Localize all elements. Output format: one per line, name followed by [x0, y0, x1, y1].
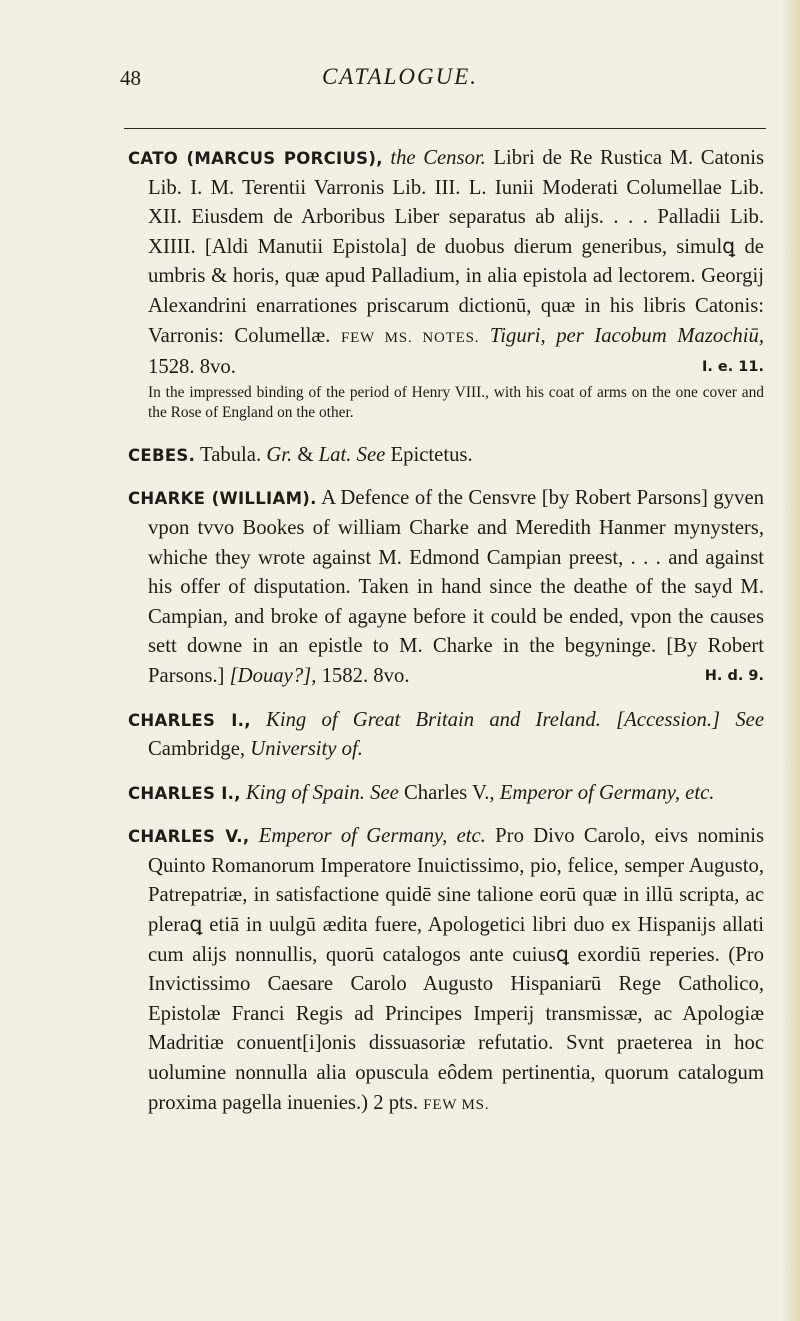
imprint-date-format: 1528. 8vo. — [148, 356, 236, 379]
ms-notes: FEW MS. — [423, 1096, 490, 1113]
entry-cato — [128, 144, 764, 383]
entry-body: Tabula. — [200, 443, 262, 466]
binding-note: In the impressed binding of the period of Henry VIII., with his coat of arms on the one cover and the Rose of England on the other. — [148, 383, 764, 421]
entry-charles-i-britain — [128, 706, 764, 765]
entry-body: A Defence of the Censvre [by Robert Parsons] gyven vpon tvvo Bookes of william Charke and Meredith Hanmer mynysters, whiche they wrote against M. Edmond Campian preest, . . . and against his offer of disputation. Taken in hand since the deathe of the sayd M. Campian, and broke of agayne before it could be ended, vpon the causes sett downe in an epistle to M. Charke in the begyninge. [By Robert Parsons.] — [148, 487, 764, 687]
entry-heading: CHARKE (WILLIAM). — [128, 489, 317, 509]
entry-title: King of Great Britain and Ireland. — [266, 708, 601, 731]
shelfmark: I. e. 11. — [701, 359, 764, 376]
entry-body: Pro Divo Carolo, eivs nominis Quinto Romanorum Imperatore Inuictissimo, pio, felice, semper Augusto, Patrepatriæ, in satisfactione quidē sine talione eorū quæ in illū scripta, ac pleraꝗ etiā in uulgū ædita fuere, Apologetici libri duo ex Hispanijs allati cum alijs nonnullis, quorū catalogos ante cuiusꝗ exordiū reperies. (Pro Invictissimo Caesare Carolo Augusto Hispaniarū Rege Catholico, Epistolæ Franci Regis ad Principes Imperij transmissæ, ac Apologiæ Madritiæ conuent[i]onis dissuasoriæ refutatio. Svnt praeterea in hoc uolumine nonnulla alia opuscula eôdem pertinentia, quorum catalogum proxima pagella inuenies.) 2 pts. — [148, 825, 764, 1114]
entry-title: King of Spain. — [245, 781, 365, 804]
entry-heading: CHARLES I., — [128, 783, 241, 803]
entry-heading: CHARLES V., — [128, 827, 250, 847]
entry-heading: CATO (MARCUS PORCIUS), — [128, 149, 383, 168]
entry-charles-i-spain — [128, 779, 764, 809]
catalogue-entries — [128, 144, 764, 1120]
entry-heading-italic: the Censor. — [390, 147, 486, 169]
see-label: See — [370, 781, 399, 804]
entry-heading: CEBES. — [128, 445, 196, 465]
entry-ampersand: & — [297, 443, 314, 466]
entry-title: Emperor of Germany, etc. — [258, 825, 486, 848]
see-label: See — [735, 708, 765, 731]
entry-body: Libri de Re Rustica M. Catonis Lib. I. M. Terentii Varronis Lib. III. L. Iunii Moderati Columellae Lib. XII. Eiusdem de Arboribus Liber separatus ab alijs. . . . Palladii Lib. XIIII. [Aldi Manutii Epistola] de duobus dierum generibus, simulꝗ de umbris & horis, quæ apud Palladium, in alia epistola ad lectorem. Georgij Alexandrini enarrationes priscarum dictionū, quæ in his libris Catonis: Varronis: Columellæ. — [148, 147, 764, 347]
page-edge-shading — [782, 0, 800, 1321]
cross-reference-italic: Emperor of Germany, etc. — [499, 781, 715, 804]
cross-reference-italic: University of. — [250, 738, 363, 761]
entry-charke — [128, 484, 764, 691]
accession-note: [Accession.] — [616, 708, 721, 731]
cross-reference: Epictetus. — [390, 443, 473, 466]
cross-reference: Cambridge, — [148, 738, 246, 761]
shelfmark: H. d. 9. — [704, 667, 764, 684]
see-label: See — [356, 443, 386, 466]
imprint-place: Tiguri, per Iacobum Mazochiū, — [489, 324, 765, 347]
entry-cebes — [128, 441, 764, 471]
cross-reference: Charles V., — [404, 781, 495, 804]
entry-lang-latin: Lat. — [318, 443, 352, 466]
ms-notes: FEW MS. NOTES. — [340, 329, 480, 346]
imprint-date-format: 1582. 8vo. — [321, 664, 410, 687]
page-number: 48 — [120, 66, 141, 90]
imprint-place: [Douay?], — [229, 664, 317, 687]
entry-lang-greek: Gr. — [266, 443, 293, 466]
entry-charles-v — [128, 822, 764, 1120]
running-title: CATALOGUE. — [321, 64, 479, 89]
header-rule — [124, 128, 766, 129]
entry-heading: CHARLES I., — [128, 710, 251, 730]
